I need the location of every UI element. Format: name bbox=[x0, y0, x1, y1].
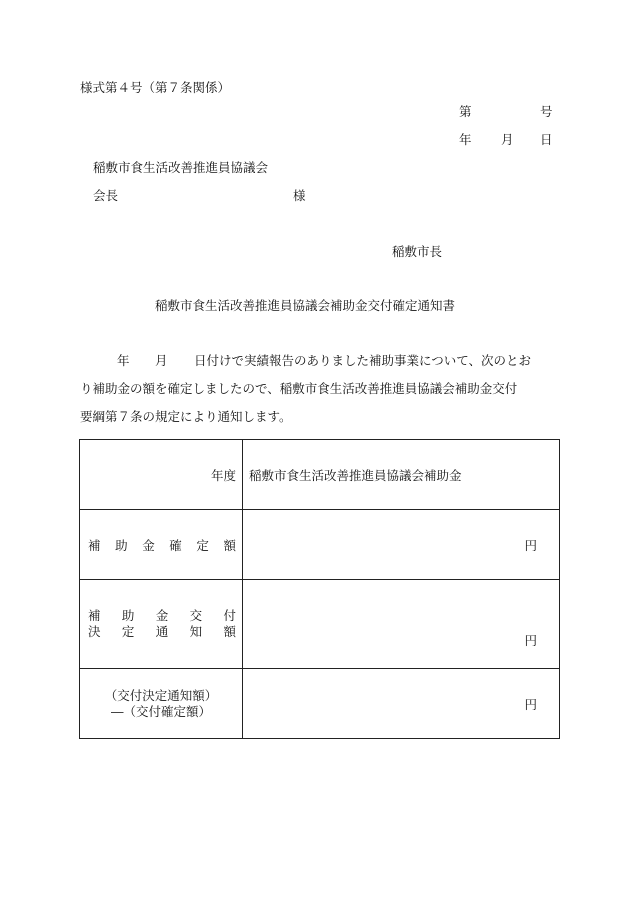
label-char: 通 bbox=[155, 624, 169, 639]
label-char: 付 bbox=[223, 608, 236, 623]
date-year: 年 bbox=[459, 132, 472, 147]
body-month: 月 bbox=[155, 353, 168, 368]
fiscal-year-label: 年度 bbox=[80, 440, 243, 510]
label-char: 確 bbox=[169, 537, 182, 553]
table-row-decision-amount bbox=[80, 580, 560, 669]
label-char: 助 bbox=[121, 608, 135, 623]
label-char: 額 bbox=[223, 624, 236, 639]
date-month: 月 bbox=[501, 132, 514, 147]
difference-label-line2: ―（交付確定額） bbox=[110, 703, 211, 719]
difference-unit: 円 bbox=[243, 669, 560, 739]
label-char: 定 bbox=[121, 624, 135, 639]
document-title: 稲敷市食生活改善推進員協議会補助金交付確定通知書 bbox=[155, 298, 456, 313]
body-line2: り補助金の額を確定しましたので、稲敷市食生活改善推進員協議会補助金交付 bbox=[80, 381, 518, 396]
recipient-honorific: 様 bbox=[293, 188, 306, 203]
confirmed-amount-label bbox=[80, 510, 243, 580]
doc-number-prefix: 第 bbox=[459, 104, 472, 119]
table-row-difference bbox=[80, 669, 560, 739]
confirmed-amount-unit: 円 bbox=[243, 510, 560, 580]
label-char: 補 bbox=[88, 608, 101, 623]
form-number: 様式第４号（第７条関係） bbox=[80, 80, 231, 95]
difference-label-line1: （交付決定通知額） bbox=[104, 687, 218, 703]
body-year: 年 bbox=[117, 353, 130, 368]
recipient-organization: 稲敷市食生活改善推進員協議会 bbox=[93, 160, 269, 175]
body-line1: 日付けで実績報告のありました補助事業について、次のとお bbox=[194, 353, 532, 368]
body-line3: 要綱第７条の規定により通知します。 bbox=[80, 409, 292, 424]
label-char: 決 bbox=[88, 624, 101, 639]
subsidy-name: 稲敷市食生活改善推進員協議会補助金 bbox=[243, 440, 560, 510]
table-row-confirmed-amount bbox=[80, 510, 560, 580]
recipient-title: 会長 bbox=[93, 188, 119, 203]
table-row-fiscal-year bbox=[80, 440, 560, 510]
label-char: 定 bbox=[196, 537, 209, 553]
decision-amount-unit: 円 bbox=[243, 580, 560, 669]
difference-label bbox=[80, 669, 243, 739]
label-char: 補 bbox=[88, 537, 101, 553]
doc-number-suffix: 号 bbox=[540, 104, 553, 119]
label-char: 金 bbox=[142, 537, 155, 553]
label-char: 助 bbox=[115, 537, 128, 553]
label-char: 交 bbox=[189, 608, 203, 623]
date-day: 日 bbox=[540, 132, 553, 147]
label-char: 金 bbox=[155, 608, 169, 623]
label-char: 額 bbox=[223, 537, 236, 553]
decision-amount-label bbox=[80, 580, 243, 669]
subsidy-table bbox=[79, 439, 560, 739]
label-char: 知 bbox=[189, 624, 203, 639]
sender: 稲敷市長 bbox=[392, 244, 443, 259]
